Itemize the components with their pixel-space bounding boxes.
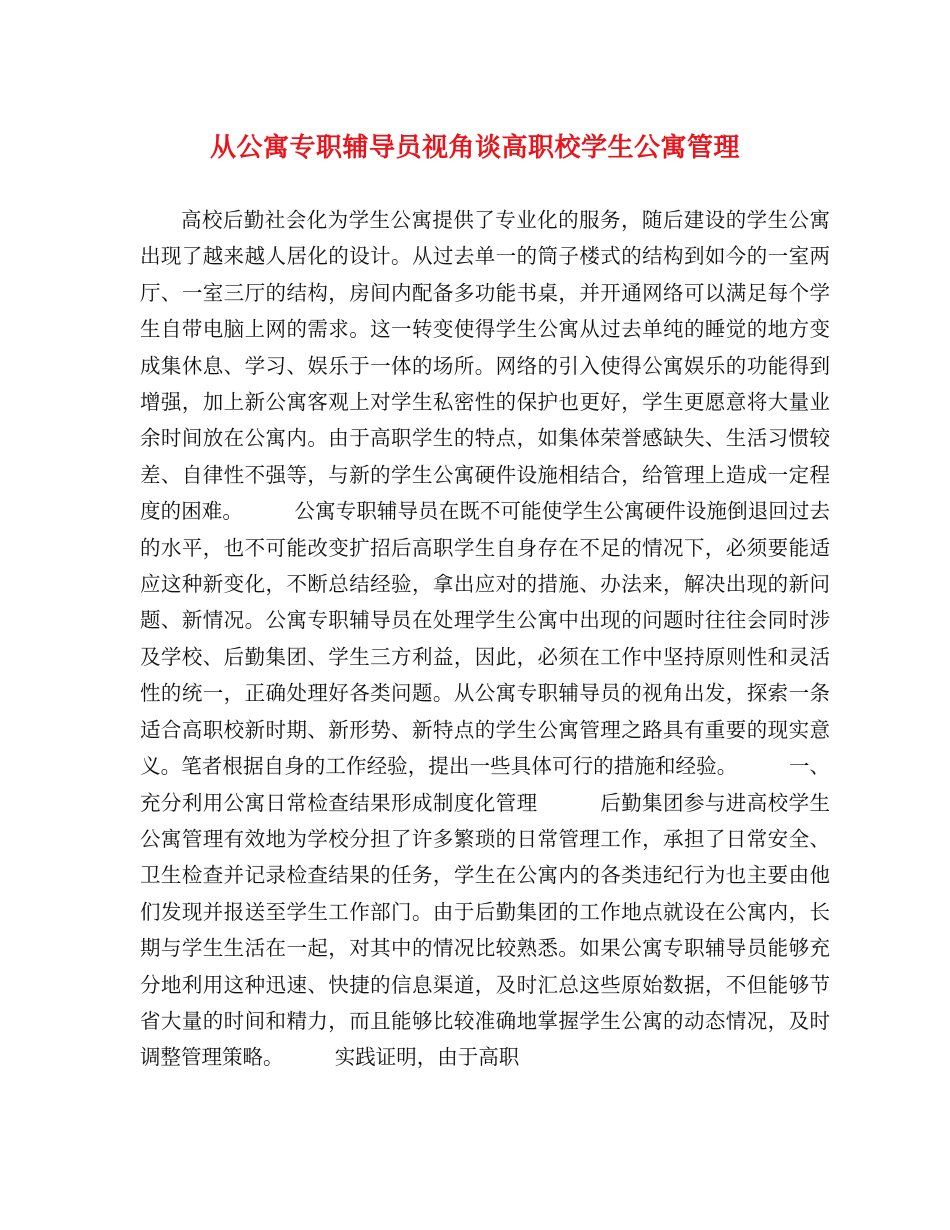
document-title: 从公寓专职辅导员视角谈高职校学生公寓管理 — [209, 133, 740, 163]
document-body-paragraph: 高校后勤社会化为学生公寓提供了专业化的服务，随后建设的学生公寓出现了越来越人居化的设计。从过去单一的筒子楼式的结构到如今的一室两厅、一室三厅的结构，房间内配备多功能书桌，并开通网络可以满足每个学生自带电脑上网的需求。这一转变使得学生公寓从过去单纯的睡觉的地方变成集休息、学习、娱乐于一体的场所。网络的引入使得公寓娱乐的功能得到增强，加上新公寓客观上对学生私密性的保护也更好，学生更愿意将大量业余时间放在公寓内。由于高职学生的特点，如集体荣誉感缺失、生活习惯较差、自律性不强等，与新的学生公寓硬件设施相结合，给管理上造成一定程度的困难。 公寓专职辅导员在既不可能使学生公寓硬件设施倒退回过去的水平，也不可能改变扩招后高职学生自身存在不足的情况下，必须要能适应这种新变化，不断总结经验，拿出应对的措施、办法来，解决出现的新问题、新情况。公寓专职辅导员在处理学生公寓中出现的问题时往往会同时涉及学校、后勤集团、学生三方利益，因此，必须在工作中坚持原则性和灵活性的统一，正确处理好各类问题。从公寓专职辅导员的视角出发，探索一条适合高职校新时期、新形势、新特点的学生公寓管理之路具有重要的现实意义。笔者根据自身的工作经验，提出一些具体可行的措施和经验。 一、充分利用公寓日常检查结果形成制度化管理 后勤集团参与进高校学生公寓管理有效地为学校分担了许多繁琐的日常管理工作，承担了日常安全、卫生检查并记录检查结果的任务，学生在公寓内的各类违纪行为也主要由他们发现并报送至学生工作部门。由于后勤集团的工作地点就设在公寓内，长期与学生生活在一起，对其中的情况比较熟悉。如果公寓专职辅导员能够充分地利用这种迅速、快捷的信息渠道，及时汇总这些原始数据，不但能够节省大量的时间和精力，而且能够比较准确地掌握学生公寓的动态情况，及时调整管理策略。 实践证明，由于高职 — [140, 208, 830, 1070]
